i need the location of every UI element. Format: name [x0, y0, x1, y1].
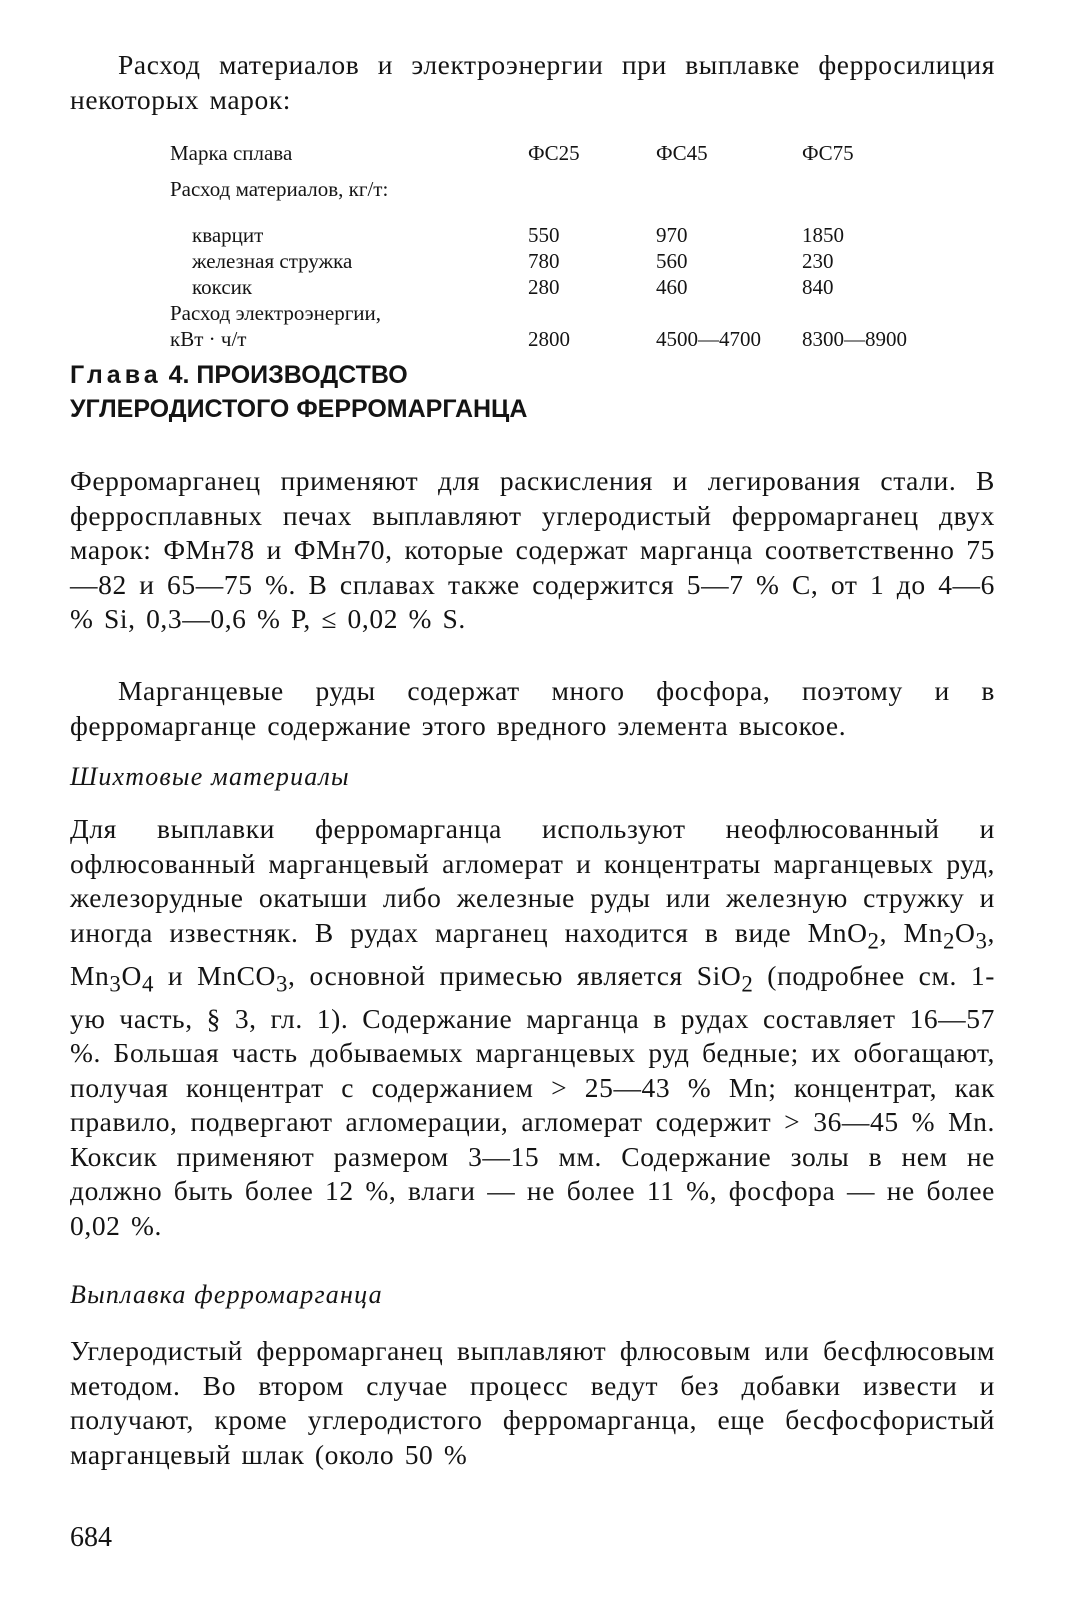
- paragraph-phosphorus: Марганцевые руды содержат много фосфора, поэтому и в ферромарганце содержание этого вредного элемента высокое.: [70, 675, 995, 741]
- table-cell: 230: [802, 248, 834, 273]
- chapter-title-line2: УГЛЕРОДИСТОГО ФЕРРОМАРГАНЦА: [70, 395, 528, 423]
- table-row: [170, 274, 930, 300]
- table-energy-unit: кВт · ч/т: [170, 326, 247, 351]
- table-cell: 550: [528, 222, 560, 247]
- chapter-heading: [70, 358, 527, 426]
- formula-mnco3: MnCO$_3$: [197, 959, 289, 996]
- formula-mno2: MnO$_2$: [807, 916, 880, 953]
- chapter-prefix: Глава: [70, 361, 162, 389]
- table-cell: 280: [528, 274, 560, 299]
- ferrosilicon-consumption-table: [170, 128, 930, 352]
- formula-sio2: SiO$_2$: [696, 959, 754, 996]
- table-cell: 1850: [802, 222, 844, 247]
- table-materials-title: Расход материалов, кг/т:: [170, 176, 389, 201]
- table-header-col: ФС25: [528, 140, 580, 165]
- page-number: 684: [70, 1522, 112, 1553]
- text-segment: , основной примесью является: [288, 959, 697, 991]
- chapter-title-line1: ПРОИЗВОДСТВО: [196, 361, 408, 389]
- text-segment: Для выплавки ферромарганца используют неофлюсованный и офлюсованный марганцевый агломерат и концентраты марганцевых руд, железорудные окатыши либо железные руды или железную стружку и иногда известняк. В рудах марганец находится в виде: [70, 813, 995, 948]
- table-row: [170, 326, 930, 352]
- section-heading-smelting: Выплавка ферромарганца: [70, 1280, 383, 1309]
- table-row: [170, 202, 930, 248]
- formula-mn3o4: $Mn_3O_4$: [70, 959, 154, 996]
- section-heading-charge-materials: Шихтовые материалы: [70, 762, 350, 791]
- table-cell: 840: [802, 274, 834, 299]
- table-header-col: ФС75: [802, 140, 854, 165]
- table-row: [170, 248, 930, 274]
- table-cell: 4500—4700: [656, 326, 761, 351]
- table-materials-title-row: [170, 166, 930, 202]
- table-energy-label: Расход электроэнергии,: [170, 300, 382, 325]
- paragraph-smelting: Углеродистый ферромарганец выплавляют флюсовым или бесфлюсовым методом. Во втором случае процесс ведут без добавки извести и получают, кроме углеродистого ферромарганца, еще бесфосфористый марганцевый шлак (около 50 %: [70, 1335, 995, 1470]
- table-cell: 460: [656, 274, 688, 299]
- table-cell: 8300—8900: [802, 326, 907, 351]
- intro-paragraph: Расход материалов и электроэнергии при выплавке ферросилиция некоторых марок:: [70, 49, 995, 115]
- formula-mn2o3: $Mn_2O_3$: [903, 916, 988, 953]
- table-row-label: железная стружка: [192, 248, 353, 273]
- chapter-heading-line1: [70, 358, 527, 392]
- table-header-row: [170, 128, 930, 166]
- table-cell: 970: [656, 222, 688, 247]
- table-row-label: коксик: [192, 274, 253, 299]
- table-row-label: кварцит: [192, 222, 264, 247]
- chapter-number: 4.: [168, 361, 190, 389]
- table-cell: 560: [656, 248, 688, 273]
- paragraph-ferromanganese-intro: Ферромарганец применяют для раскисления и легирования стали. В ферросплавных печах выплавляют углеродистый ферромарганец двух марок: ФМн78 и ФМн70, которые содержат марганца соответственно 75—82 и 65—75 %. В сплавах также содержится 5—7 % С, от 1 до 4—6 % Si, 0,3—0,6 % Р, ≤ 0,02 % S.: [70, 465, 995, 634]
- table-header-col: ФС45: [656, 140, 708, 165]
- table-cell: 780: [528, 248, 560, 273]
- paragraph-charge-materials: Для выплавки ферромарганца используют неофлюсованный и офлюсованный марганцевый агломерат и концентраты марганцевых руд, железорудные окатыши либо железные руды или железную стружку и иногда известняк. В рудах марганец находится в виде MnO$_2$, $Mn_2O_3$, $Mn_3O_4$ и MnCO$_3$, основной примесью является SiO$_2$ (подробнее см. 1-ую часть, § 3, гл. 1). Содержание марганца в рудах составляет 16—57 %. Большая часть добываемых марганцевых руд бедные; их обогащают, получая концентрат с содержанием > 25—43 % Mn; концентрат, как правило, подвергают агломерации, агломерат содержит > 36—45 % Mn. Коксик применяют размером 3—15 мм. Содержание золы в нем не должно быть более 12 %, влаги — не более 11 %, фосфора — не более 0,02 %.: [70, 813, 996, 1241]
- table-energy-label-row: [170, 300, 930, 326]
- table-cell: 2800: [528, 326, 570, 351]
- text-segment: (подробнее см. 1-ую часть, § 3, гл. 1). Содержание марганца в рудах составляет 16—57 %. Большая часть добываемых марганцевых руд бедные; их обогащают, получая концентрат с содержанием > 25—43 % Mn; концентрат, как правило, подвергают агломерации, агломерат содержит > 36—45 % Mn. Коксик применяют размером 3—15 мм. Содержание золы в нем не должно быть более 12 %, влаги — не более 11 %, фосфора — не более 0,02 %.: [70, 959, 995, 1241]
- table-header-label: Марка сплава: [170, 140, 293, 165]
